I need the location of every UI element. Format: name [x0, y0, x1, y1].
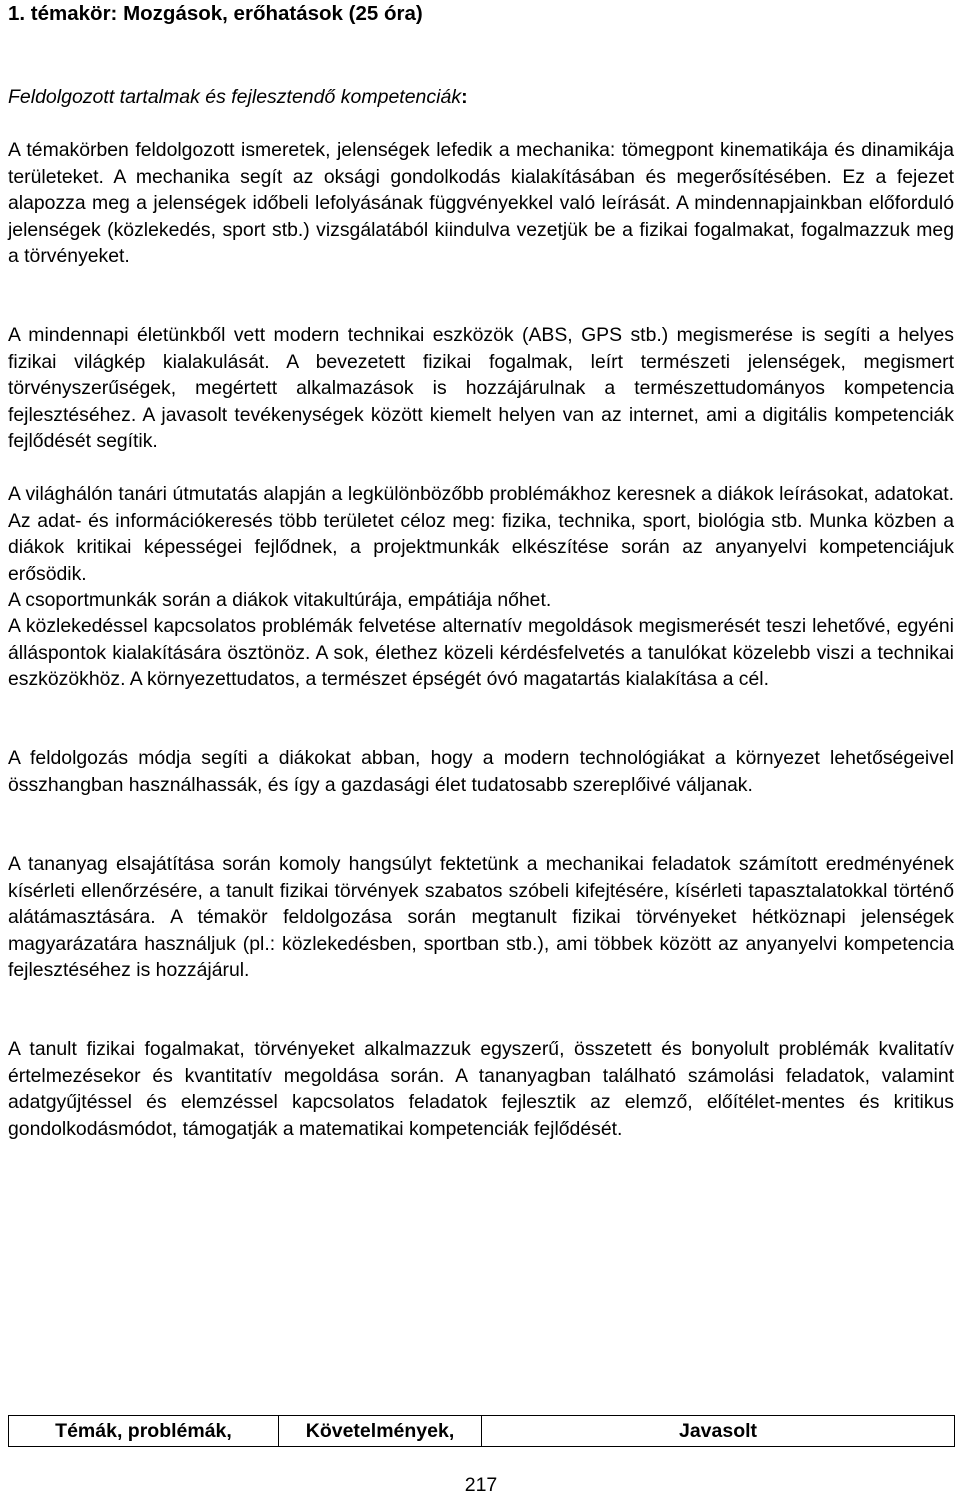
- subsection-heading-text: Feldolgozott tartalmak és fejlesztendő kompetenciák: [8, 86, 462, 108]
- paragraph-curriculum-emphasis: A tananyag elsajátítása során komoly hangsúlyt fektetünk a mechanikai feladatok számított eredményének kísérleti ellenőrzésére, a tanult fizikai törvények szabatos szóbeli kifejtésére, kísérleti tapasztalatokkal történő alátámasztására. A témakör feldolgozása során megtanult fizikai törvényeket hétköznapi jelenségek magyarázatára használjuk (pl.: közlekedésben, sportban stb.), ami többek között az anyanyelvi kompetencia fejlesztéséhez is hozzájárul.: [8, 853, 954, 981]
- paragraph-internet-research: A világhálón tanári útmutatás alapján a legkülönbözőbb problémákhoz keresnek a diákok leírásokat, adatokat. Az adat- és információkeresés több területet céloz meg: fizika, technika, sport, biológia stb. Munka közben a diákok kritikai képességei fejlődnek, a projektmunkák elkészítése során az anyanyelvi kompetenciájuk erősödik.: [8, 483, 954, 585]
- requirements-table-container: [8, 1415, 954, 1447]
- section-heading: 1. témakör: Mozgások, erőhatások (25 óra): [8, 2, 423, 25]
- table-header-topics: Témák, problémák,: [9, 1416, 279, 1447]
- requirements-table: [8, 1415, 955, 1447]
- page-number: 217: [464, 1474, 498, 1496]
- paragraph-intro: A témakörben feldolgozott ismeretek, jelenségek lefedik a mechanika: tömegpont kinematikája és dinamikája területeket. A mechanika segít az oksági gondolkodás kialakításában és megerősítésében. Ez a fejezet alapozza meg a jelenségek időbeli lefolyásának függvényekkel való leírását. A mindennapjainkban előforduló jelenségek (közlekedés, sport stb.) vizsgálatából kiindulva vezetjük be a fizikai fogalmakat, fogalmazzuk meg a törvényeket.: [8, 139, 954, 267]
- paragraph-applying-concepts: A tanult fizikai fogalmakat, törvényeket alkalmazzuk egyszerű, összetett és bonyolult problémák kvalitatív értelmezésekor és kvantitatív megoldása során. A tananyagban található számolási feladatok, valamint adatgyűjtéssel és elemzéssel kapcsolatos feladatok fejlesztik az elemző, előítélet-mentes és kritikus gondolkodásmódot, támogatják a matematikai kompetenciák fejlődését.: [8, 1038, 954, 1140]
- paragraph-processing-method: A feldolgozás módja segíti a diákokat abban, hogy a modern technológiákat a környezet lehetőségeivel összhangban használhassák, és így a gazdasági élet tudatosabb szereplőivé váljanak.: [8, 747, 954, 796]
- table-header-requirements: Követelmények,: [279, 1416, 482, 1447]
- paragraph-transport-problems: A közlekedéssel kapcsolatos problémák felvetése alternatív megoldások megismerését teszi lehetővé, egyéni álláspontok kialakítására ösztönöz. A sok, élethez közeli kérdésfelvetés a tanulókat közelebb viszi a technikai eszközökhöz. A környezettudatos, a természet épségét óvó magatartás kialakítása a cél.: [8, 615, 954, 690]
- table-header-suggested: Javasolt: [482, 1416, 955, 1447]
- subsection-heading: [8, 86, 468, 109]
- paragraph-modern-tools: A mindennapi életünkből vett modern technikai eszközök (ABS, GPS stb.) megismerése is segíti a helyes fizikai világkép kialakulását. A bevezetett fizikai fogalmak, leírt természeti jelenségek, megismert törvényszerűségek, megértett alkalmazások is hozzájárulnak a természettudományos kompetencia fejlesztéséhez. A javasolt tevékenységek között kiemelt helyen van az internet, ami a digitális kompetenciák fejlődését segítik.: [8, 324, 954, 452]
- table-header-row: [9, 1416, 955, 1447]
- subsection-heading-colon: :: [461, 86, 468, 108]
- paragraph-group-work: A csoportmunkák során a diákok vitakultúrája, empátiája nőhet.: [8, 589, 552, 611]
